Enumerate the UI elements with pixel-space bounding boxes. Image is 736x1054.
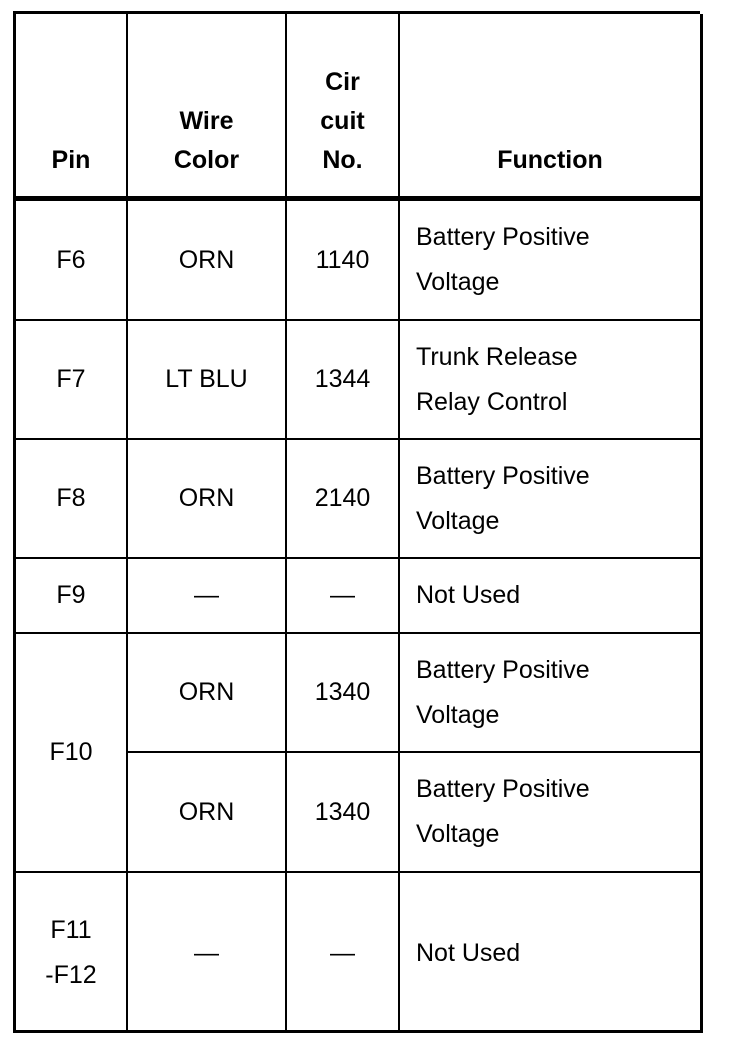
header-wire-color: Wire Color — [128, 14, 287, 201]
row-pin: F10 — [16, 634, 128, 873]
row-pin: F9 — [16, 559, 128, 634]
row-function: Battery Positive Voltage — [400, 634, 703, 753]
row-function: Not Used — [400, 873, 703, 1033]
row-pin: F7 — [16, 321, 128, 440]
row-circuit-no: — — [287, 873, 400, 1033]
row-wire-color: ORN — [128, 201, 287, 321]
row-pin: F11 -F12 — [16, 873, 128, 1033]
row-wire-color: ORN — [128, 634, 287, 753]
header-function: Function — [400, 14, 703, 201]
row-function: Battery Positive Voltage — [400, 201, 703, 321]
row-wire-color: — — [128, 873, 287, 1033]
row-circuit-no: — — [287, 559, 400, 634]
row-circuit-no: 1140 — [287, 201, 400, 321]
header-pin: Pin — [16, 14, 128, 201]
row-function: Battery Positive Voltage — [400, 753, 703, 873]
row-circuit-no: 1340 — [287, 753, 400, 873]
row-function: Battery Positive Voltage — [400, 440, 703, 559]
row-circuit-no: 2140 — [287, 440, 400, 559]
row-pin: F8 — [16, 440, 128, 559]
row-wire-color: LT BLU — [128, 321, 287, 440]
row-wire-color: ORN — [128, 440, 287, 559]
row-wire-color: ORN — [128, 753, 287, 873]
row-function: Not Used — [400, 559, 703, 634]
row-pin: F6 — [16, 201, 128, 321]
row-function: Trunk Release Relay Control — [400, 321, 703, 440]
header-circuit-no: Cir cuit No. — [287, 14, 400, 201]
row-wire-color: — — [128, 559, 287, 634]
row-circuit-no: 1344 — [287, 321, 400, 440]
row-circuit-no: 1340 — [287, 634, 400, 753]
pinout-table — [13, 11, 700, 1033]
